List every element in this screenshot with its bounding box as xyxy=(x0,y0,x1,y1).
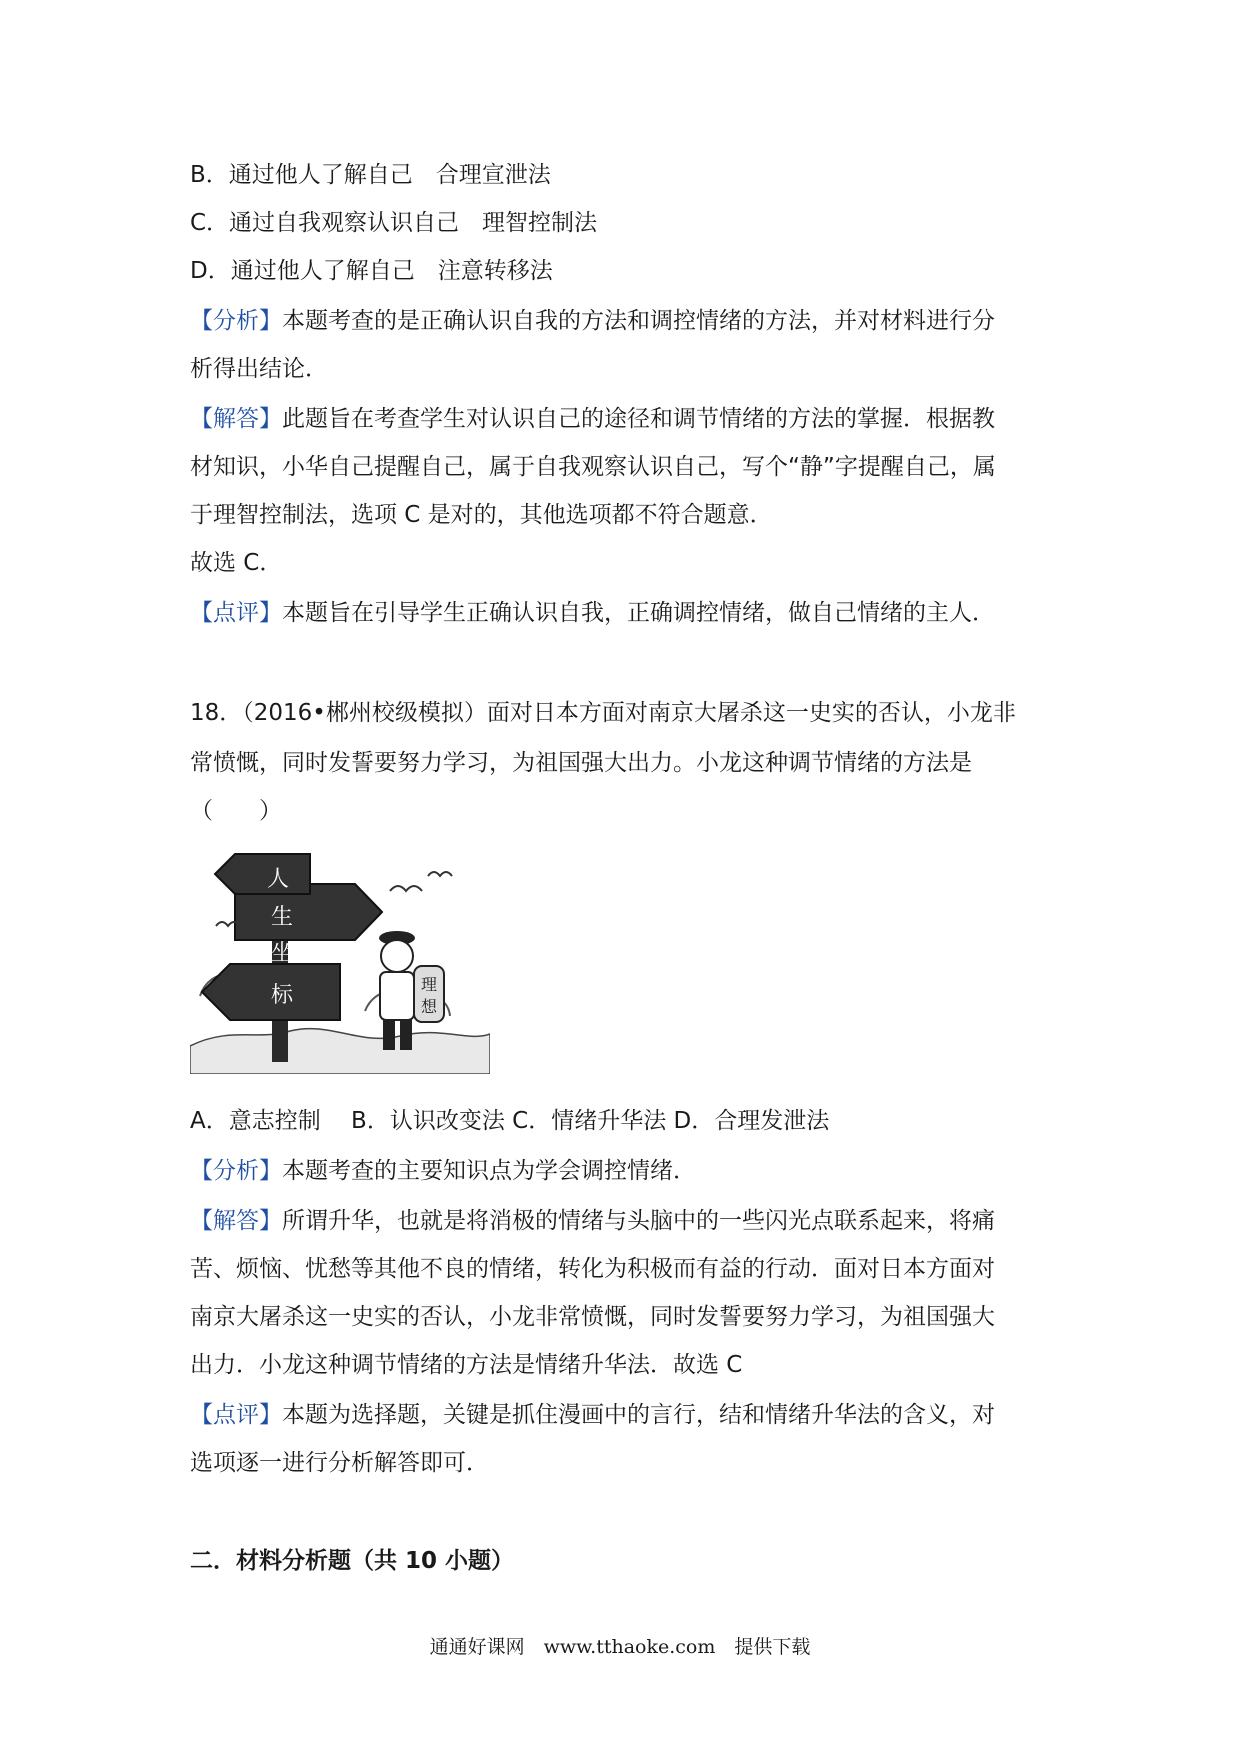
sign-char-1: 人 xyxy=(266,867,290,892)
sign-char-3: 坐 xyxy=(270,941,294,966)
q17-answer-line-4: 故选 C． xyxy=(190,550,283,576)
q17-option-d: D．通过他人了解自己 注意转移法 xyxy=(190,258,553,284)
q18-answer-line-3: 南京大屠杀这一史实的否认，小龙非常愤慨，同时发誓要努力学习，为祖国强大 xyxy=(190,1304,995,1330)
q18-comment-line-1 xyxy=(190,1398,995,1432)
boy-leg-right xyxy=(400,1020,412,1050)
q18-analysis-line-1 xyxy=(190,1154,696,1188)
answer-tag: 【解答】 xyxy=(190,1208,282,1234)
q18-options: A．意志控制 B．认识改变法 C．情绪升华法 D．合理发泄法 xyxy=(190,1108,830,1134)
q17-comment-line-1 xyxy=(190,596,995,630)
q17-analysis-line-1 xyxy=(190,304,995,338)
section-title: 二．材料分析题（共 10 小题） xyxy=(190,1548,515,1574)
q18-stem-line-2: 常愤慨，同时发誓要努力学习，为祖国强大出力。小龙这种调节情绪的方法是 xyxy=(190,750,972,776)
comment-tag: 【点评】 xyxy=(190,600,282,626)
backpack-char-1: 理 xyxy=(420,975,438,994)
arrow-sign-top xyxy=(215,854,310,894)
sign-char-2: 生 xyxy=(270,905,294,930)
life-coordinate-cartoon xyxy=(190,846,490,1074)
ground xyxy=(190,1029,490,1074)
answer-tag: 【解答】 xyxy=(190,406,282,432)
q17-answer-line-2: 材知识，小华自己提醒自己，属于自我观察认识自己，写个“静”字提醒自己，属 xyxy=(190,454,996,480)
q18-stem-line-1: 18．（2016•郴州校级模拟）面对日本方面对南京大屠杀这一史实的否认，小龙非 xyxy=(190,700,1016,726)
boy-body xyxy=(380,972,414,1020)
analysis-text: 本题考查的是正确认识自我的方法和调控情绪的方法，并对材料进行分 xyxy=(282,308,995,334)
q18-answer-line-1 xyxy=(190,1204,995,1238)
q18-answer-line-2: 苦、烦恼、忧愁等其他不良的情绪，转化为积极而有益的行动．面对日本方面对 xyxy=(190,1256,995,1282)
q17-answer-line-1 xyxy=(190,402,995,436)
q17-answer-line-3: 于理智控制法，选项 C 是对的，其他选项都不符合题意． xyxy=(190,502,773,528)
boy-leg-left xyxy=(383,1020,395,1050)
analysis-text: 本题考查的主要知识点为学会调控情绪． xyxy=(282,1158,696,1184)
sign-char-4: 标 xyxy=(270,983,294,1008)
bird-icon xyxy=(428,872,452,876)
answer-text: 所谓升华，也就是将消极的情绪与头脑中的一些闪光点联系起来，将痛 xyxy=(282,1208,995,1234)
q18-comment-line-2: 选项逐一进行分析解答即可． xyxy=(190,1450,489,1476)
comment-text: 本题旨在引导学生正确认识自我，正确调控情绪，做自己情绪的主人． xyxy=(282,600,995,626)
bird-icon xyxy=(390,886,422,891)
q18-stem-line-3: （ ） xyxy=(190,798,282,824)
q17-option-c: C．通过自我观察认识自己 理智控制法 xyxy=(190,210,598,236)
comment-tag: 【点评】 xyxy=(190,1402,282,1428)
answer-text: 此题旨在考查学生对认识自己的途径和调节情绪的方法的掌握．根据教 xyxy=(282,406,995,432)
backpack-char-2: 想 xyxy=(420,997,438,1016)
q18-answer-line-4: 出力．小龙这种调节情绪的方法是情绪升华法．故选 C xyxy=(190,1352,743,1378)
q17-option-b: B．通过他人了解自己 合理宣泄法 xyxy=(190,162,551,188)
analysis-tag: 【分析】 xyxy=(190,1158,282,1184)
boy-head xyxy=(381,940,413,972)
analysis-tag: 【分析】 xyxy=(190,308,282,334)
q17-analysis-line-2: 析得出结论． xyxy=(190,356,328,382)
footer-text: 通通好课网 www.tthaoke.com 提供下载 xyxy=(429,1636,811,1658)
comment-text: 本题为选择题，关键是抓住漫画中的言行，结和情绪升华法的含义，对 xyxy=(282,1402,995,1428)
